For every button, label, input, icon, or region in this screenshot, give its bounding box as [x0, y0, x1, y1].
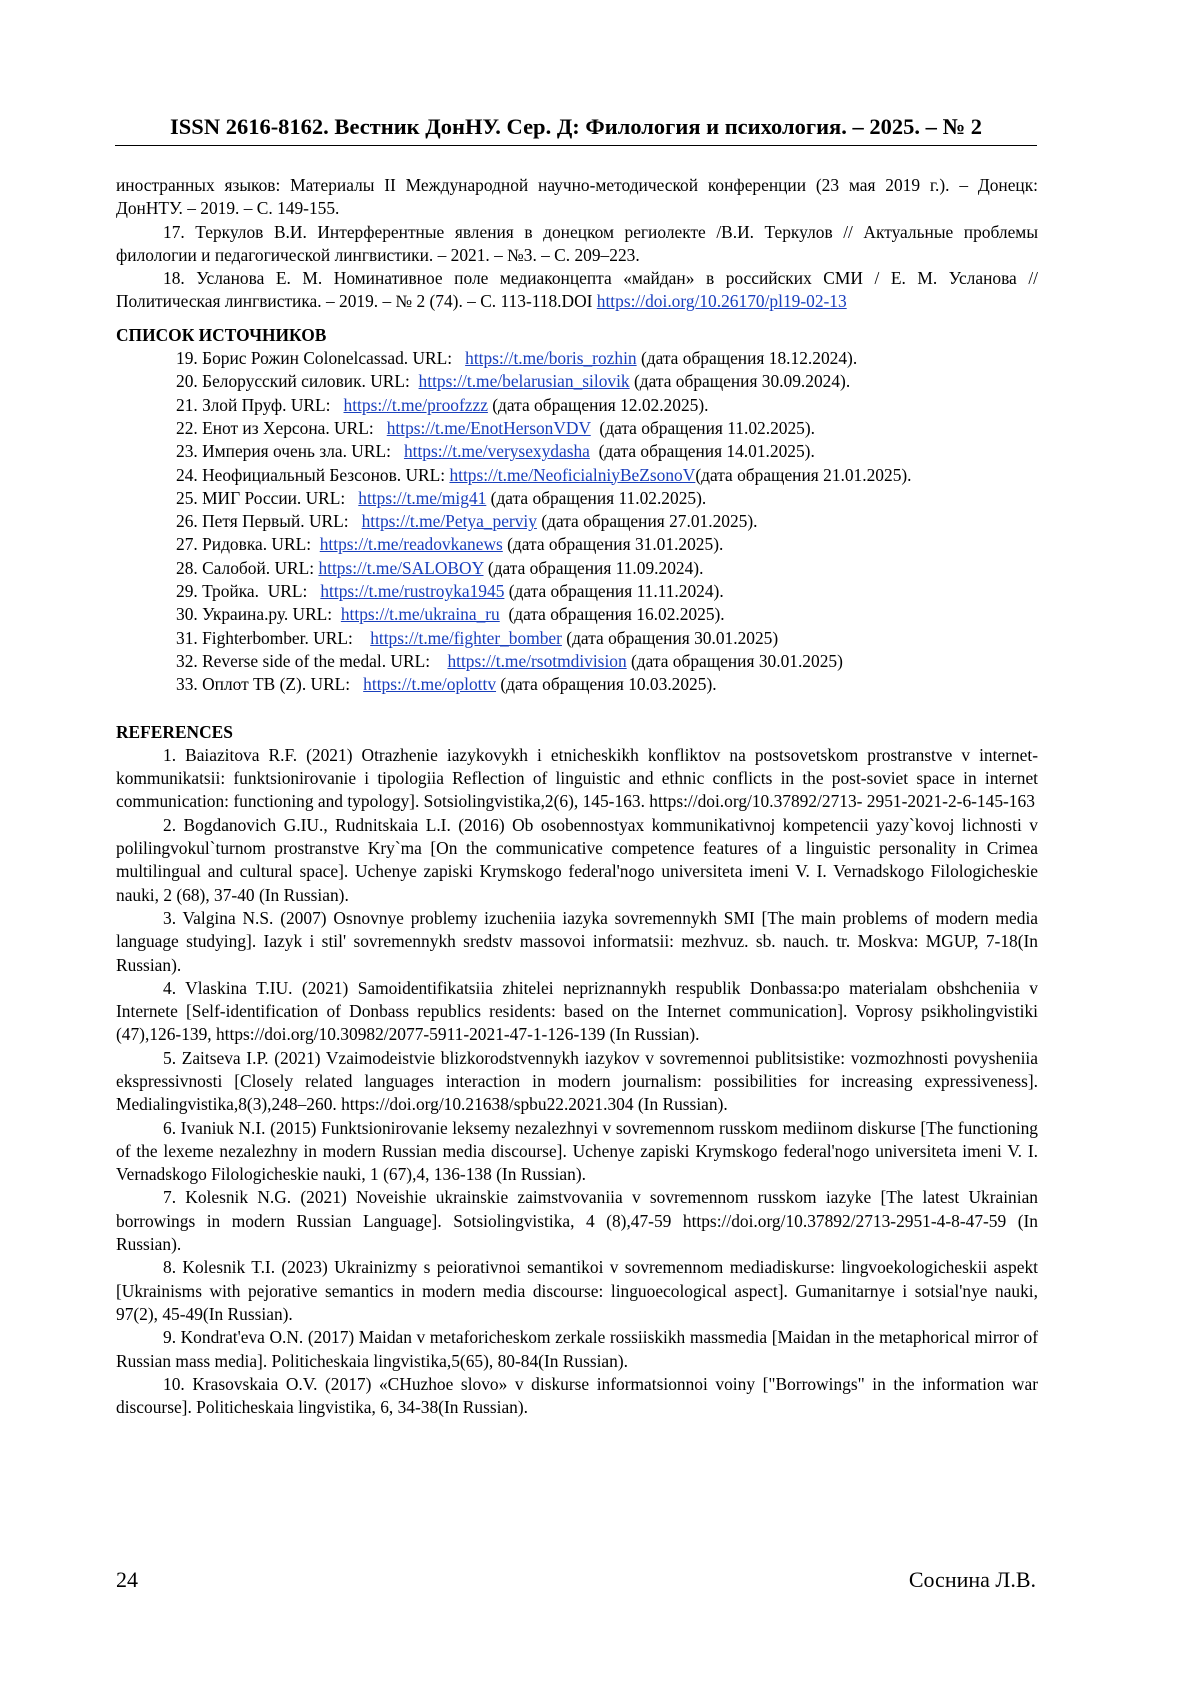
- page-content: [116, 174, 1038, 1419]
- source-label: 19. Борис Рожин Colonelcassad. URL:: [176, 348, 466, 369]
- literature-item: 17. Теркулов В.И. Интерферентные явления в донецком региолекте /В.И. Теркулов // Актуальные проблемы филологии и педагогической лингвистики. – 2021. – №3. – С. 209–223.: [116, 221, 1038, 265]
- source-label: 22. Енот из Херсона. URL:: [176, 417, 387, 438]
- source-label: 24. Неофициальный Безсонов. URL:: [176, 464, 450, 485]
- author-name: Соснина Л.В.: [908, 1567, 1036, 1592]
- source-link[interactable]: https://t.me/mig41: [358, 487, 487, 508]
- source-access-date: (дата обращения 30.09.2024).: [629, 371, 851, 392]
- reference-item: 4. Vlaskina T.IU. (2021) Samoidentifikatsiia zhitelei nepriznannykh respublik Donbassa:po materialam obshcheniia v Internete [Self-identification of Donbass republics residents: based on the Internet communication]. Voprosy psikholingvistiki (47),126-139, https://doi.org/10.30982/2077-5911-2021-47-1-126-139 (In Russian).: [116, 977, 1038, 1045]
- reference-item: 6. Ivaniuk N.I. (2015) Funktsionirovanie leksemy nezalezhnyi v sovremennom russkom mediinom diskurse [The functioning of the lexeme nezalezhny in modern Russian media discourse]. Uchenye zapiski Krymskogo federal'nogo universiteta imeni V. I. Vernadskogo Filologicheskie nauki, 1 (67),4, 136-138 (In Russian).: [116, 1117, 1038, 1185]
- source-item: [116, 580, 1038, 603]
- references-heading: REFERENCES: [116, 721, 233, 742]
- source-access-date: (дата обращения 30.01.2025): [561, 627, 779, 648]
- reference-item: 7. Kolesnik N.G. (2021) Noveishie ukrainskie zaimstvovaniia v sovremennom russkom iazyke [The latest Ukrainian borrowings in modern Russian Language]. Sotsiolingvistika, 4 (8),47-59 https://doi.org/10.37892/2713-2951-4-8-47-59 (In Russian).: [116, 1187, 1038, 1255]
- source-link[interactable]: https://t.me/proofzzz: [343, 394, 488, 415]
- source-item: [116, 464, 1038, 487]
- literature-item: [116, 267, 1038, 314]
- source-label: 23. Империя очень зла. URL:: [176, 441, 404, 462]
- source-item: [116, 370, 1038, 393]
- source-access-date: (дата обращения 21.01.2025).: [695, 464, 912, 485]
- sources-heading: СПИСОК ИСТОЧНИКОВ: [116, 324, 327, 345]
- source-label: 25. МИГ России. URL:: [176, 487, 359, 508]
- doi-link[interactable]: https://doi.org/10.26170/pl19-02-13: [596, 291, 847, 312]
- source-link[interactable]: https://t.me/rsotmdivision: [447, 650, 627, 671]
- source-access-date: (дата обращения 11.02.2025).: [590, 417, 815, 438]
- source-access-date: (дата обращения 27.01.2025).: [536, 511, 758, 532]
- source-link[interactable]: https://t.me/belarusian_silovik: [418, 371, 630, 392]
- source-link[interactable]: https://t.me/ukraina_ru: [340, 604, 500, 625]
- source-item: [116, 347, 1038, 370]
- reference-item: 3. Valgina N.S. (2007) Osnovnye problemy izucheniia iazyka sovremennykh SMI [The main problems of modern media language studying]. Iazyk i stil' sovremennykh sredstv massovoi informatsii: mezhvuz. sb. nauch. tr. Moskva: MGUP, 7-18(In Russian).: [116, 907, 1038, 975]
- source-access-date: (дата обращения 16.02.2025).: [499, 604, 725, 625]
- source-link[interactable]: https://t.me/oplottv: [363, 674, 497, 695]
- source-label: 29. Тройка. URL:: [176, 581, 321, 602]
- source-link[interactable]: https://t.me/SALOBOY: [318, 557, 484, 578]
- source-label: 30. Украина.ру. URL:: [176, 604, 341, 625]
- literature-text: 18. Усланова Е. М. Номинативное поле медиаконцепта «майдан» в российских СМИ / Е. М. Усланова // Политическая лингвистика. – 2019. – № 2 (74). – С. 113-118.DOI: [116, 268, 1038, 312]
- source-link[interactable]: https://t.me/boris_rozhin: [465, 348, 637, 369]
- source-item: [116, 673, 1038, 696]
- source-access-date: (дата обращения 11.02.2025).: [486, 487, 707, 508]
- reference-item: 2. Bogdanovich G.IU., Rudnitskaia L.I. (2016) Ob osobennostyax kommunikativnoj kompetencii yazy`kovoj lichnosti v polilingvokul`turnom prostranstve Kry`ma [On the communicative competence features of a linguistic personality in Crimea multilingual and cultural space]. Uchenye zapiski Krymskogo federal'nogo universiteta imeni V. I. Vernadskogo Filologicheskie nauki, 2 (68), 37-40 (In Russian).: [116, 814, 1038, 905]
- source-item: [116, 417, 1038, 440]
- source-label: 26. Петя Первый. URL:: [176, 511, 362, 532]
- literature-item: иностранных языков: Материалы II Международной научно-методической конференции (23 мая 2019 г.). – Донецк: ДонНТУ. – 2019. – С. 149-155.: [116, 175, 1038, 219]
- source-access-date: (дата обращения 31.01.2025).: [502, 534, 724, 555]
- sources-list: [116, 347, 1038, 696]
- source-item: [116, 603, 1038, 626]
- source-link[interactable]: https://t.me/readovkanews: [319, 534, 503, 555]
- reference-item: 8. Kolesnik T.I. (2023) Ukrainizmy s peiorativnoi semantikoi v sovremennom mediadiskurse: lingvoekologicheskii aspekt [Ukrainisms with pejorative semantics in modern media discourse: linguoecological aspect]. Gumanitarnye i sotsial'nye nauki, 97(2), 45-49(In Russian).: [116, 1257, 1038, 1324]
- source-access-date: (дата обращения 14.01.2025).: [589, 441, 815, 462]
- reference-item: 5. Zaitseva I.P. (2021) Vzaimodeistvie blizkorodstvennykh iazykov v sovremennoi publitsistike: vozmozhnosti povysheniia ekspressivnosti [Closely related languages interaction in modern journalism: possibilities for increasing expressiveness]. Medialingvistika,8(3),248–260. https://doi.org/10.21638/spbu22.2021.304 (In Russian).: [116, 1047, 1038, 1115]
- source-label: 28. Салобой. URL:: [176, 557, 319, 578]
- journal-header: ISSN 2616-8162. Вестник ДонНУ. Сер. Д: Филология и психология. – 2025. – № 2: [115, 112, 1037, 146]
- source-link[interactable]: https://t.me/fighter_bomber: [370, 627, 562, 648]
- source-label: 31. Fighterbomber. URL:: [176, 627, 371, 648]
- source-access-date: (дата обращения 30.01.2025): [626, 650, 843, 671]
- source-label: 32. Reverse side of the medal. URL:: [176, 650, 448, 671]
- references-list: [116, 744, 1038, 1420]
- source-access-date: (дата обращения 12.02.2025).: [487, 394, 709, 415]
- source-access-date: (дата обращения 10.03.2025).: [496, 674, 717, 695]
- source-label: 27. Ридовка. URL:: [176, 534, 320, 555]
- source-item: [116, 510, 1038, 533]
- source-label: 33. Оплот ТВ (Z). URL:: [176, 674, 364, 695]
- source-link[interactable]: https://t.me/NeoficialniyBeZsonoV: [449, 464, 696, 485]
- source-link[interactable]: https://t.me/rustroyka1945: [320, 581, 505, 602]
- source-label: 21. Злой Пруф. URL:: [176, 394, 344, 415]
- reference-item: 1. Baiazitova R.F. (2021) Otrazhenie iazykovykh i etnicheskikh konfliktov na postsovetskom prostranstve v internet-kommunikatsii: funktsionirovanie i tipologiia Reflection of linguistic and ethnic conflicts in the post-soviet space in internet communication: functioning and typology]. Sotsiolingvistika,2(6), 145-163. https://doi.org/10.37892/2713- 2951-2021-2-6-145-163: [116, 744, 1038, 812]
- reference-item: 9. Kondrat'eva O.N. (2017) Maidan v metaforicheskom zerkale rossiiskikh massmedia [Maidan in the metaphorical mirror of Russian mass media]. Politicheskaia lingvistika,5(65), 80-84(In Russian).: [116, 1327, 1038, 1371]
- source-item: [116, 627, 1038, 650]
- source-item: [116, 557, 1038, 580]
- source-label: 20. Белорусский силовик. URL:: [176, 371, 419, 392]
- source-item: [116, 487, 1038, 510]
- source-access-date: (дата обращения 11.11.2024).: [504, 581, 724, 602]
- source-link[interactable]: https://t.me/Petya_perviy: [361, 511, 537, 532]
- source-item: [116, 650, 1038, 673]
- source-access-date: (дата обращения 18.12.2024).: [636, 348, 858, 369]
- source-link[interactable]: https://t.me/verysexydasha: [403, 441, 590, 462]
- source-access-date: (дата обращения 11.09.2024).: [483, 557, 704, 578]
- source-item: [116, 394, 1038, 417]
- reference-item: 10. Krasovskaia O.V. (2017) «CHuzhoe slovo» v diskurse informatsionnoi voiny ["Borrowings" in the information war discourse]. Politicheskaia lingvistika, 6, 34-38(In Russian).: [116, 1373, 1038, 1418]
- source-item: [116, 533, 1038, 556]
- source-item: [116, 440, 1038, 463]
- source-link[interactable]: https://t.me/EnotHersonVDV: [386, 417, 591, 438]
- page-number: 24: [116, 1567, 138, 1592]
